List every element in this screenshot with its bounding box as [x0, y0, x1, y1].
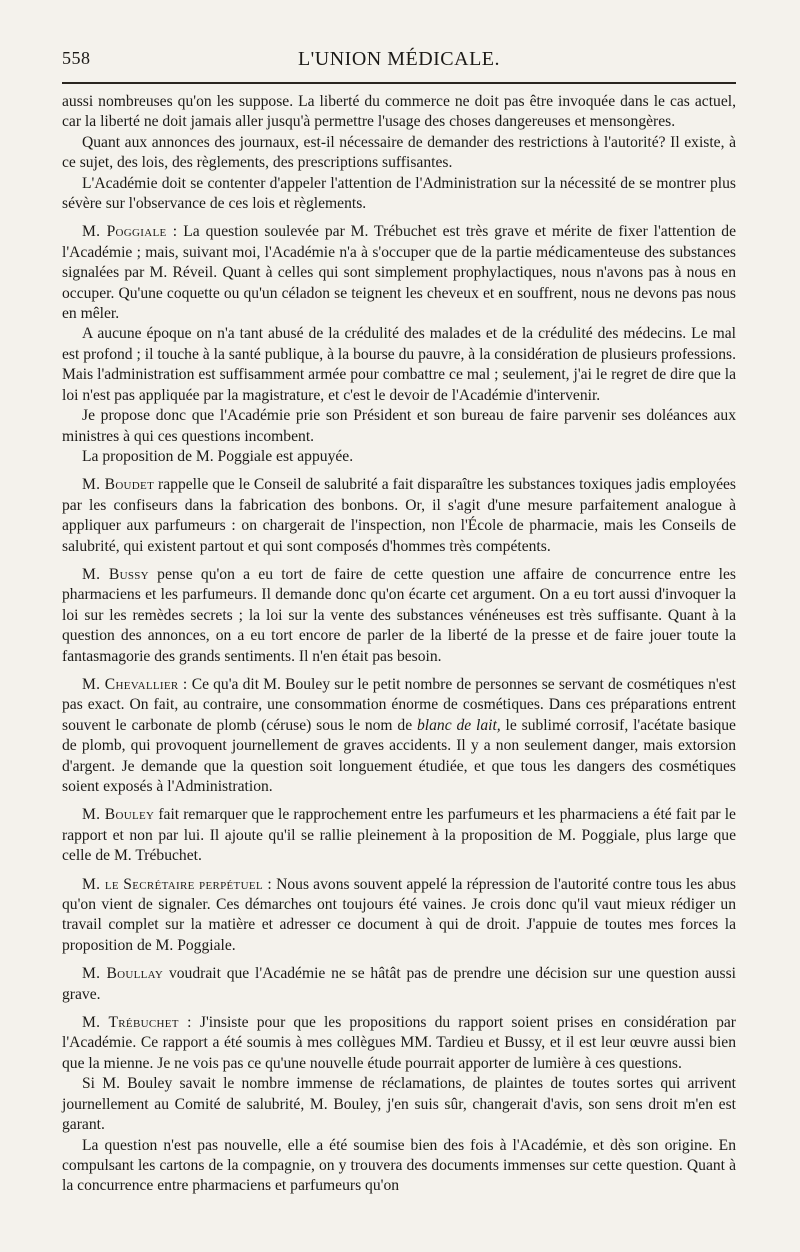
speaker-name: M. Bussy: [82, 565, 149, 583]
page-header: [62, 46, 736, 76]
speaker-paragraph: M. Chevallier : Ce qu'a dit M. Bouley sur le petit nombre de personnes se servant de cosmétiques n'est pas exact. On fait, au contraire, une consommation énorme de cosmétiques. Dans ces préparations entrent souvent le carbonate de plomb (céruse) sous le nom de blanc de lait, le sublimé corrosif, l'acétate basique de plomb, qui provoquent journellement de graves accidents. Il y a non seulement danger, mais extorsion d'argent. Je demande que la question soit longuement étudiée, et que tous les dangers des cosmétiques soient exposés à l'Administration.: [62, 675, 736, 795]
speaker-name: M. Chevallier :: [82, 675, 188, 693]
speaker-paragraph: M. Boudet rappelle que le Conseil de salubrité a fait disparaître les substances toxiques jadis employées par les confiseurs dans la fabrication des bonbons. Or, il s'agit d'une mesure parfaitement analogue à appliquer aux parfumeurs : on chargerait de l'inspection, non l'École de pharmacie, mais les Conseils de salubrité, qui existent partout et qui sont composés d'hommes très compétents.: [62, 476, 736, 555]
paragraph: La proposition de M. Poggiale est appuyée.: [82, 447, 354, 465]
speaker-paragraph: M. Poggiale : La question soulevée par M. Trébuchet est très grave et mérite de fixer l'attention de l'Académie ; mais, suivant moi, l'Académie n'a à s'occuper que de la partie médicamenteuse des substances signalées par M. Réveil. Quant à celles qui sont simplement prophylactiques, nous n'avons pas à nous en occuper. Qu'une coquette ou qu'un céladon se teignent les cheveux et en souffrent, nous ne devons pas nous en mêler.: [62, 223, 736, 323]
speaker-paragraph: M. le Secrétaire perpétuel : Nous avons souvent appelé la répression de l'autorité contre tous les abus qu'on vient de signaler. Ces démarches ont toujours été vaines. Je crois donc qu'il vaut mieux rédiger un travail complet sur la matière et adresser ce document à qui de droit. J'appuie de toutes mes forces la proposition de M. Poggiale.: [62, 875, 736, 954]
speaker-paragraph: M. Bussy pense qu'on a eu tort de faire de cette question une affaire de concurrence entre les pharmaciens et les parfumeurs. Il demande donc qu'on écarte cet argument. On a eu tort aussi d'invoquer la loi sur les remèdes secrets ; la loi sur la vente des substances vénéneuses est très suffisante. Quant à la question des annonces, on a eu tort encore de parler de la liberté de la presse et de faire jouer toute la fantasmagorie des grands sentiments. Il n'en était pas besoin.: [62, 565, 736, 665]
running-title: L'UNION MÉDICALE.: [297, 48, 501, 70]
paragraph: A aucune époque on n'a tant abusé de la crédulité des malades et de la crédulité des médecins. Le mal est profond ; il touche à la santé publique, à la bourse du pauvre, à la considération de plusieurs professions. Mais l'administration est suffisamment armée pour combattre ce mal ; seulement, j'ai le regret de dire que la loi n'est pas appliquée par la magistrature, et c'est le devoir de l'Académie d'intervenir.: [62, 325, 736, 404]
paragraph: aussi nombreuses qu'on les suppose. La liberté du commerce ne doit pas être invoquée dans le cas actuel, car la liberté ne doit jamais aller jusqu'à permettre l'usage des choses dangereuses et mensongères.: [62, 93, 736, 131]
speaker-name: M. le Secrétaire perpétuel :: [82, 875, 272, 893]
speaker-name: M. Boullay: [82, 965, 164, 983]
speaker-name: M. Bouley: [82, 806, 155, 824]
header-rule: [62, 82, 736, 84]
speaker-paragraph: M. Boullay voudrait que l'Académie ne se hâtât pas de prendre une décision sur une question aussi grave.: [62, 965, 736, 1003]
body-text: [62, 92, 736, 1197]
speaker-name: M. Boudet: [82, 476, 155, 494]
paragraph: L'Académie doit se contenter d'appeler l'attention de l'Administration sur la nécessité de se montrer plus sévère sur l'observance de ces lois et règlements.: [62, 174, 736, 213]
speaker-name: M. Poggiale :: [82, 223, 178, 241]
italic-term: blanc de lait,: [416, 716, 501, 734]
paragraph: La question n'est pas nouvelle, elle a été soumise bien des fois à l'Académie, et dès son origine. En compulsant les cartons de la compagnie, on y trouvera des documents immenses sur cette question. Quant à la concurrence entre pharmaciens et parfumeurs qu'on: [62, 1136, 736, 1195]
speaker-name: M. Trébuchet :: [82, 1014, 192, 1032]
speaker-paragraph: M. Bouley fait remarquer que le rapprochement entre les parfumeurs et les pharmaciens a été fait par le rapport et non par lui. Il ajoute qu'il se rallie pleinement à la proposition de M. Poggiale, plus large que celle de M. Trébuchet.: [62, 806, 736, 865]
paragraph: Si M. Bouley savait le nombre immense de réclamations, de plaintes de toutes sortes qui arrivent journellement au Comité de salubrité, M. Bouley, j'en suis sûr, changerait d'avis, son sens droit m'en est garant.: [62, 1075, 736, 1134]
page-number: 558: [62, 48, 91, 68]
speaker-paragraph: M. Trébuchet : J'insiste pour que les propositions du rapport soient prises en considération par l'Académie. Ce rapport a été soumis à mes collègues MM. Tardieu et Bussy, et il est leur œuvre aussi bien que la mienne. Je ne vois pas ce qu'une nouvelle étude pourrait apporter de lumière à ces questions.: [62, 1014, 736, 1072]
paragraph: Quant aux annonces des journaux, est-il nécessaire de demander des restrictions à l'autorité? Il existe, à ce sujet, des lois, des règlements, des prescriptions suffisantes.: [62, 133, 736, 172]
paragraph: Je propose donc que l'Académie prie son Président et son bureau de faire parvenir ses doléances aux ministres à qui ces questions incombent.: [62, 407, 736, 445]
